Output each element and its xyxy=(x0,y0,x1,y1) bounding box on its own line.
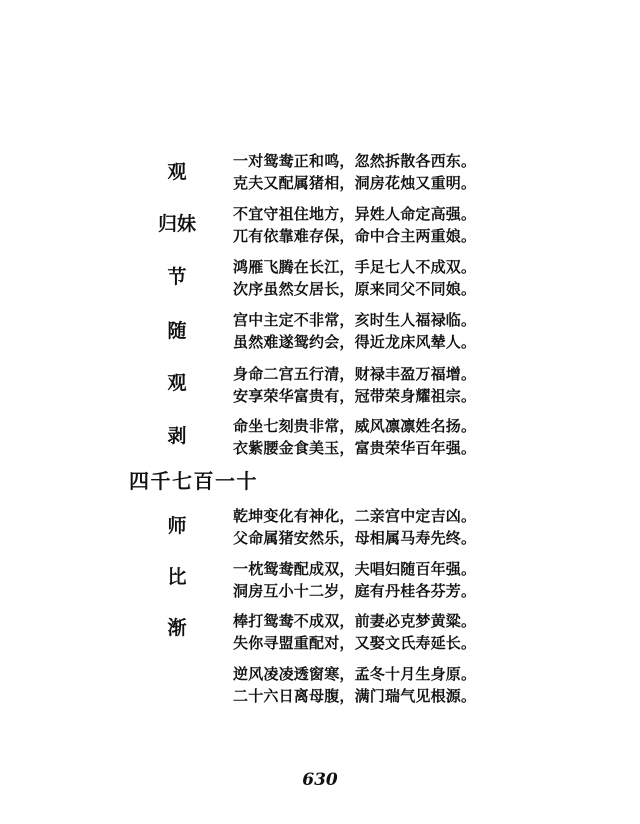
hexagram-label: 归妹 xyxy=(157,213,196,235)
hexagram-label: 节 xyxy=(167,266,187,288)
page-number: 630 xyxy=(302,770,338,790)
hexagram-label: 随 xyxy=(167,320,187,342)
verse-block xyxy=(233,256,633,300)
verse-line: 棒打鸳鸯不成双，前妻必克梦黄粱。 xyxy=(233,612,477,630)
verse-block xyxy=(233,505,633,549)
verse-line: 安享荣华富贵有，冠带荣身耀祖宗。 xyxy=(233,387,477,405)
verse-line: 命坐七刻贵非常，威风凛凛姓名扬。 xyxy=(233,417,477,435)
verse-line: 鸿雁飞腾在长江，手足七人不成双。 xyxy=(233,258,477,276)
section-header: 四千七百一十 xyxy=(129,469,258,493)
verse-block xyxy=(233,663,633,707)
verse-block xyxy=(233,558,633,602)
verse-block xyxy=(233,203,633,247)
verse-block xyxy=(233,150,633,194)
verse-line: 虽然难遂鸳约会，得近龙床风辇人。 xyxy=(233,333,477,351)
verse-line: 克夫又配属猪相，洞房花烛又重明。 xyxy=(233,174,477,192)
hexagram-label: 观 xyxy=(167,372,187,394)
verse-block xyxy=(233,363,633,407)
verse-line: 衣紫腰金食美玉，富贵荣华百年强。 xyxy=(233,439,477,457)
verse-line: 宫中主定不非常，亥时生人福禄临。 xyxy=(233,311,477,329)
verse-line: 一枕鸳鸯配成双，夫唱妇随百年强。 xyxy=(233,560,477,578)
hexagram-label: 比 xyxy=(167,566,187,588)
verse-line: 乾坤变化有神化，二亲宫中定吉凶。 xyxy=(233,507,477,525)
verse-block xyxy=(233,610,633,654)
verse-line: 逆风凌凌透窗寒，孟冬十月生身原。 xyxy=(233,665,477,683)
verse-line: 洞房互小十二岁，庭有丹桂各芬芳。 xyxy=(233,582,477,600)
verse-line: 身命二宫五行清，财禄丰盈万福增。 xyxy=(233,365,477,383)
hexagram-label: 观 xyxy=(167,161,187,183)
verse-line: 不宜守祖住地方，异姓人命定高强。 xyxy=(233,205,477,223)
hexagram-label: 师 xyxy=(167,515,187,537)
hexagram-label: 渐 xyxy=(167,617,187,639)
verse-line: 兀有依靠难存保，命中合主两重娘。 xyxy=(233,227,477,245)
verse-line: 一对鸳鸯正和鸣，忽然拆散各西东。 xyxy=(233,152,477,170)
verse-line: 次序虽然女居长，原来同父不同娘。 xyxy=(233,280,477,298)
verse-line: 父命属猪安然乐，母相属马寿先终。 xyxy=(233,529,477,547)
hexagram-label: 剥 xyxy=(167,425,187,447)
verse-block xyxy=(233,415,633,459)
verse-line: 失你寻盟重配对，又娶文氏寿延长。 xyxy=(233,634,477,652)
verse-line: 二十六日离母腹，满门瑞气见根源。 xyxy=(233,687,477,705)
verse-block xyxy=(233,309,633,353)
